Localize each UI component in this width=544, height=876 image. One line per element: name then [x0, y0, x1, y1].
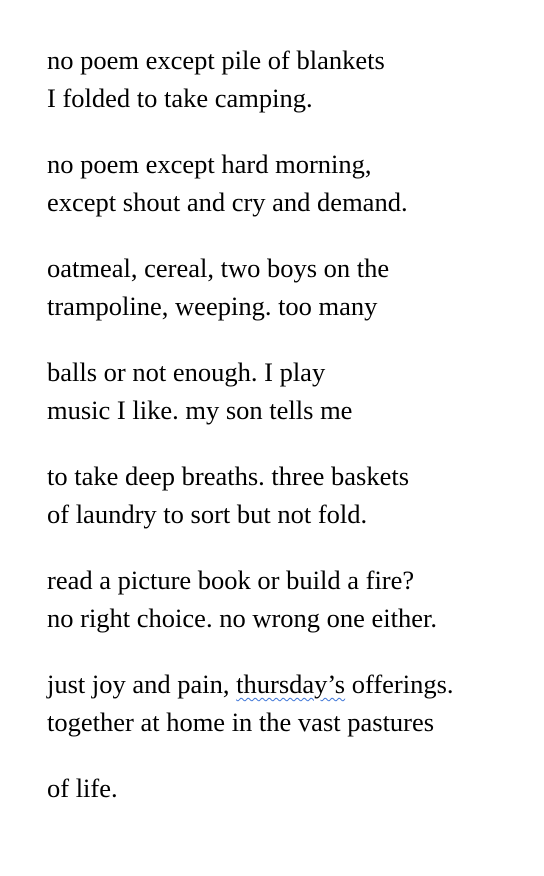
- poem-line: no right choice. no wrong one either.: [47, 602, 438, 633]
- poem-line: trampoline, weeping. too many: [47, 290, 378, 321]
- poem-line-end: offerings.: [345, 669, 454, 699]
- stanza-1: [47, 42, 537, 117]
- stanza-3: [47, 250, 537, 325]
- stanza-4: [47, 354, 537, 429]
- stanza-7: [47, 666, 537, 741]
- poem-line: read a picture book or build a fire?: [47, 565, 415, 595]
- document-page: [47, 42, 537, 837]
- stanza-2: [47, 146, 537, 221]
- spellcheck-flagged-word[interactable]: thursday’s: [236, 669, 346, 699]
- stanza-5: [47, 458, 537, 533]
- poem-line: no poem except pile of blankets: [47, 45, 385, 75]
- stanza-6: [47, 562, 537, 637]
- poem-line: together at home in the vast pastures: [47, 706, 435, 737]
- poem-line: oatmeal, cereal, two boys on the: [47, 253, 390, 283]
- poem-line: balls or not enough. I play: [47, 357, 326, 387]
- poem-line: except shout and cry and demand.: [47, 186, 408, 217]
- poem-line: [47, 666, 537, 704]
- poem-line: music I like. my son tells me: [47, 394, 353, 425]
- poem-line: I folded to take camping.: [47, 82, 313, 113]
- stanza-8: [47, 770, 537, 808]
- poem-line: no poem except hard morning,: [47, 149, 372, 179]
- poem-line: of life.: [47, 773, 118, 803]
- poem-line: of laundry to sort but not fold.: [47, 498, 368, 529]
- poem-line: to take deep breaths. three baskets: [47, 461, 410, 491]
- poem-line-start: just joy and pain,: [47, 669, 237, 699]
